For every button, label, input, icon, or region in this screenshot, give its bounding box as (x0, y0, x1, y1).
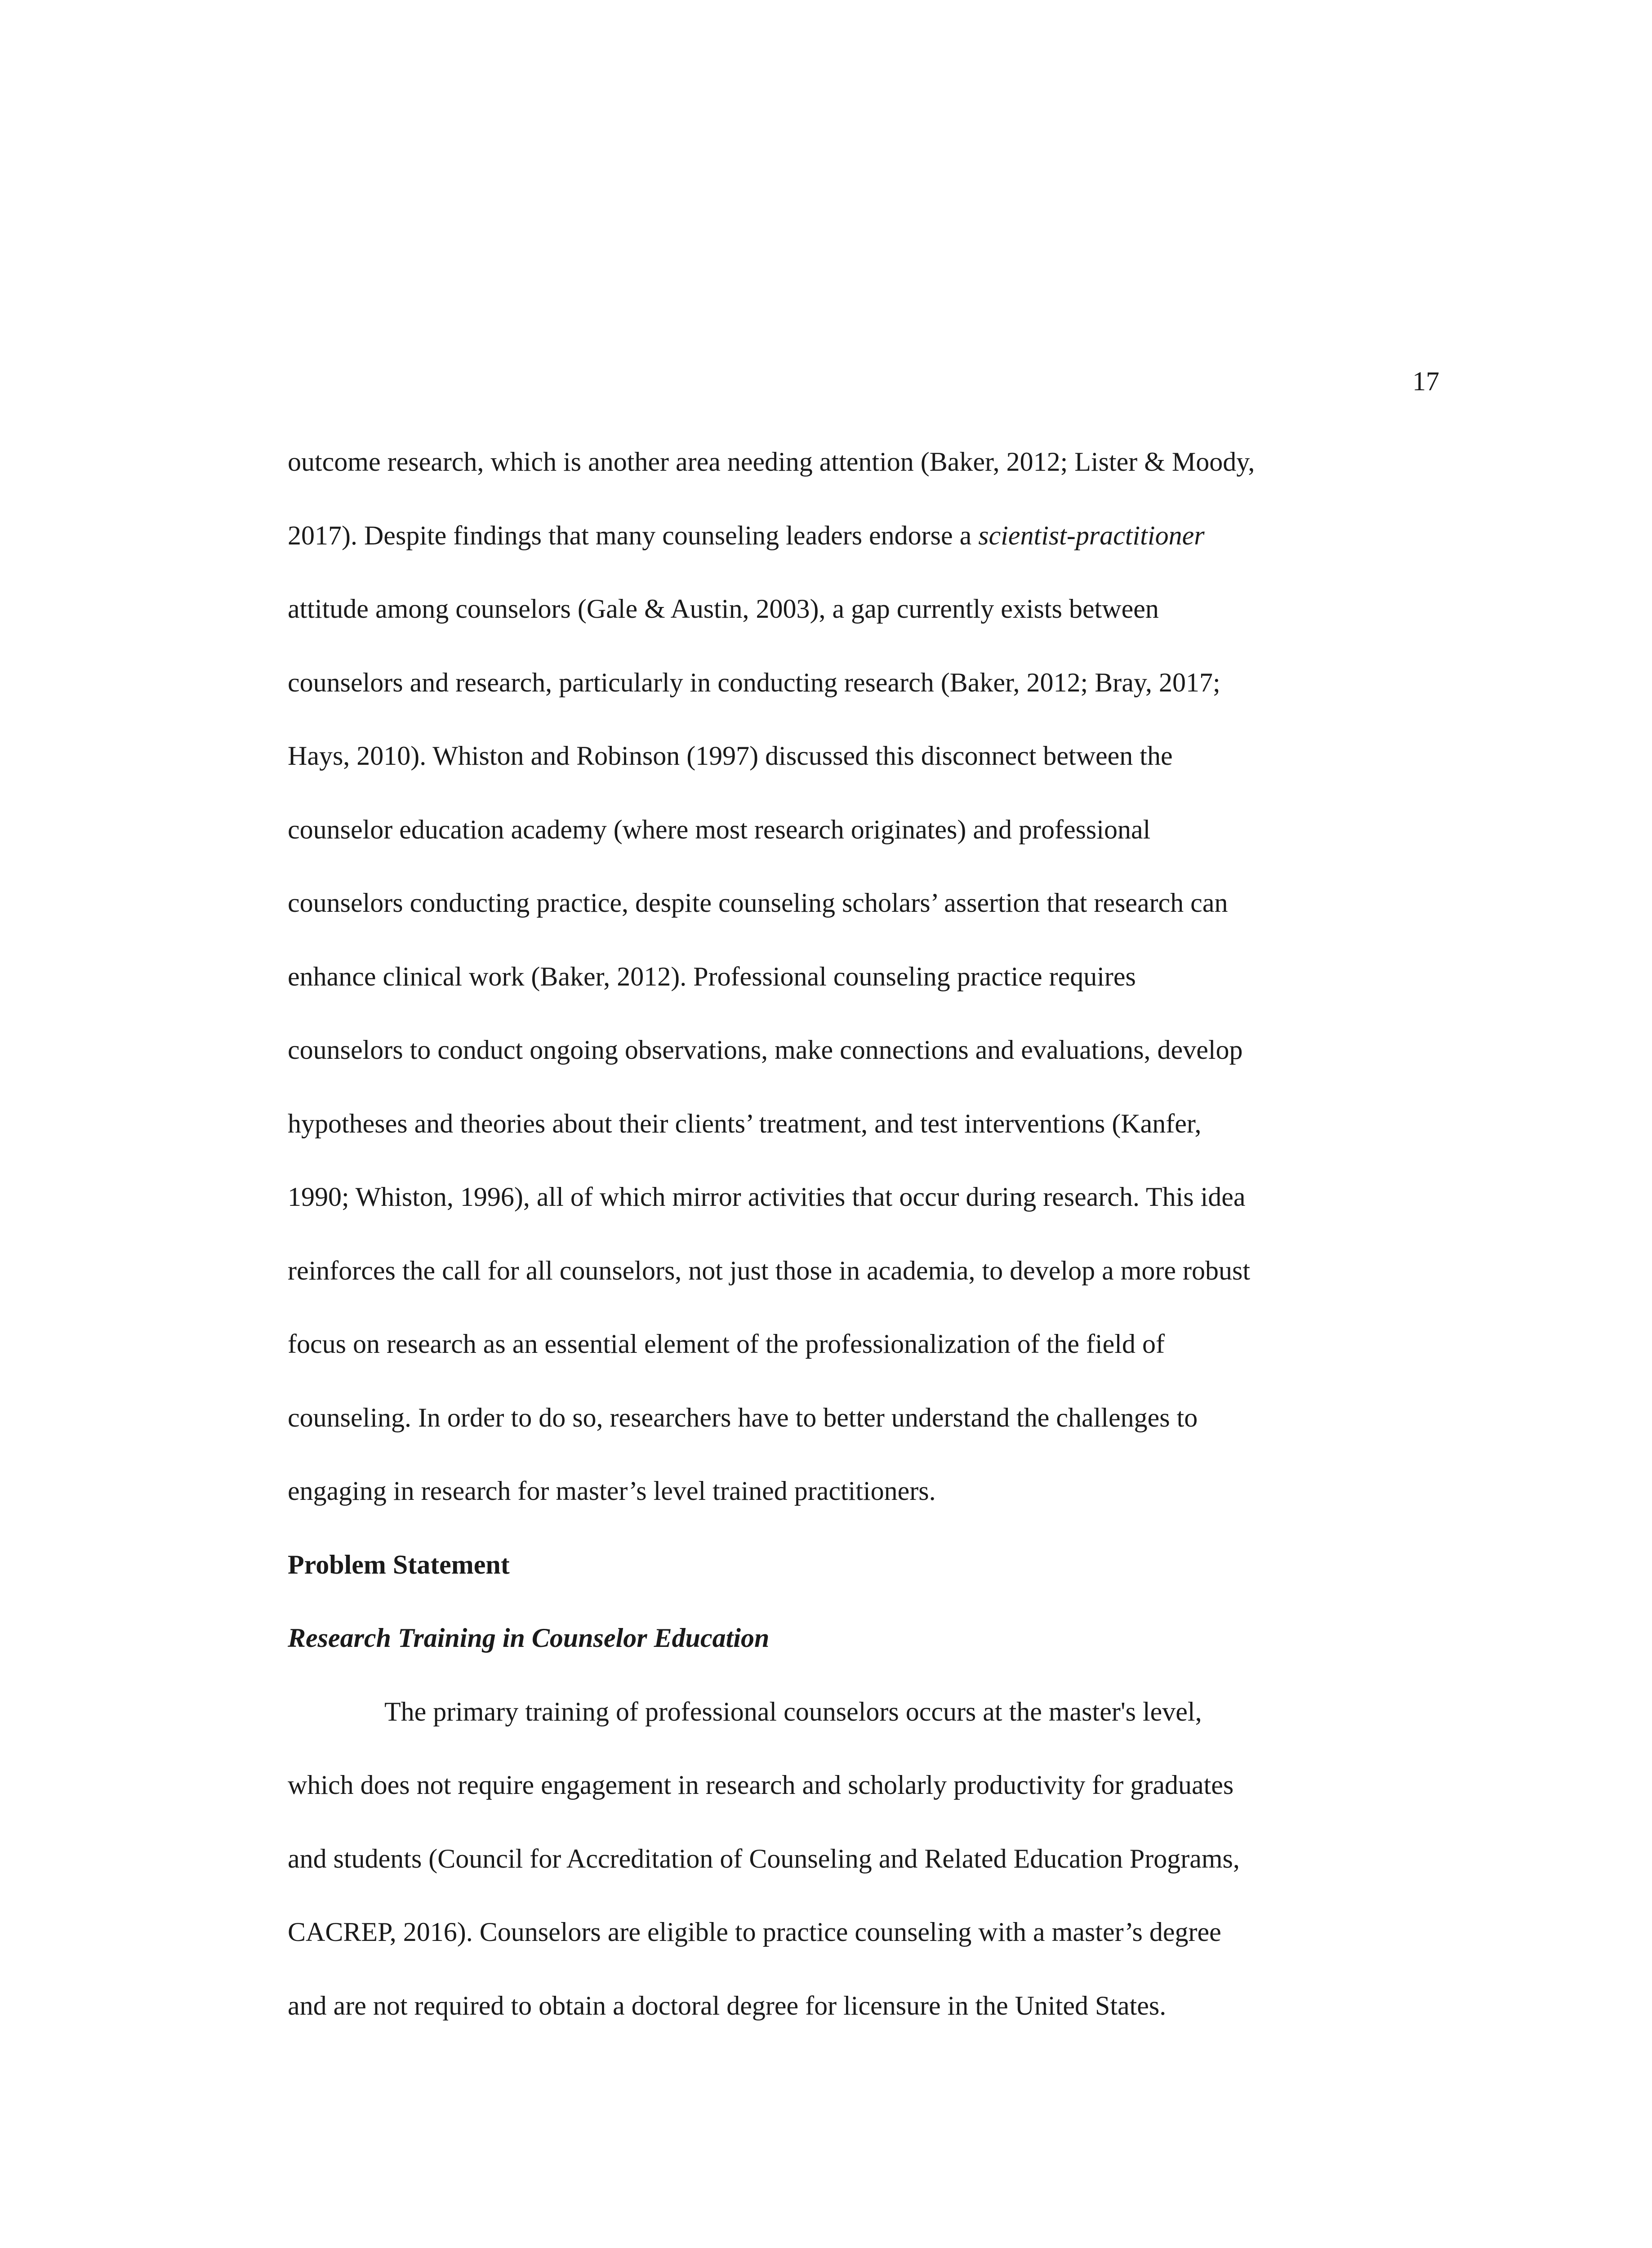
paragraph-line: counselor education academy (where most research originates) and professional (288, 814, 1151, 844)
paragraph-line: Hays, 2010). Whiston and Robinson (1997) discussed this disconnect between the (288, 741, 1173, 771)
paragraph-line: CACREP, 2016). Counselors are eligible to practice counseling with a master’s degree (288, 1917, 1221, 1947)
paragraph-line: 1990; Whiston, 1996), all of which mirror activities that occur during research. This idea (288, 1182, 1246, 1212)
italic-term: scientist-practitioner (978, 520, 1205, 550)
subsection-heading: Research Training in Counselor Education (288, 1623, 770, 1653)
document-body (288, 437, 1438, 2054)
paragraph-line: counselors conducting practice, despite counseling scholars’ assertion that research can (288, 888, 1228, 918)
paragraph-line: outcome research, which is another area needing attention (Baker, 2012; Lister & Moody, (288, 447, 1255, 477)
paragraph-line (288, 511, 1438, 584)
paragraph-line: The primary training of professional counselors occurs at the master's level, (384, 1696, 1202, 1726)
paragraph-line: counseling. In order to do so, researchers have to better understand the challenges to (288, 1402, 1198, 1432)
paragraph-line: attitude among counselors (Gale & Austin, 2003), a gap currently exists between (288, 594, 1159, 624)
paragraph-line: and students (Council for Accreditation of Counseling and Related Education Programs, (288, 1843, 1240, 1873)
paragraph-line: counselors to conduct ongoing observations, make connections and evaluations, develop (288, 1035, 1243, 1065)
paragraph-line: counselors and research, particularly in conducting research (Baker, 2012; Bray, 2017; (288, 667, 1220, 697)
paragraph-line: reinforces the call for all counselors, not just those in academia, to develop a more robust (288, 1255, 1250, 1285)
page-number: 17 (1412, 366, 1439, 396)
paragraph-line: engaging in research for master’s level trained practitioners. (288, 1476, 936, 1506)
paragraph-line: enhance clinical work (Baker, 2012). Professional counseling practice requires (288, 961, 1136, 991)
paragraph-line-text: 2017). Despite findings that many counseling leaders endorse a (288, 520, 979, 550)
paragraph-line: focus on research as an essential element of the professionalization of the field of (288, 1329, 1165, 1359)
paragraph-line: hypotheses and theories about their clients’ treatment, and test interventions (Kanfer, (288, 1108, 1202, 1138)
paragraph-line: and are not required to obtain a doctoral degree for licensure in the United States. (288, 1990, 1167, 2021)
section-heading: Problem Statement (288, 1549, 510, 1579)
paragraph-line: which does not require engagement in research and scholarly productivity for graduates (288, 1770, 1234, 1800)
